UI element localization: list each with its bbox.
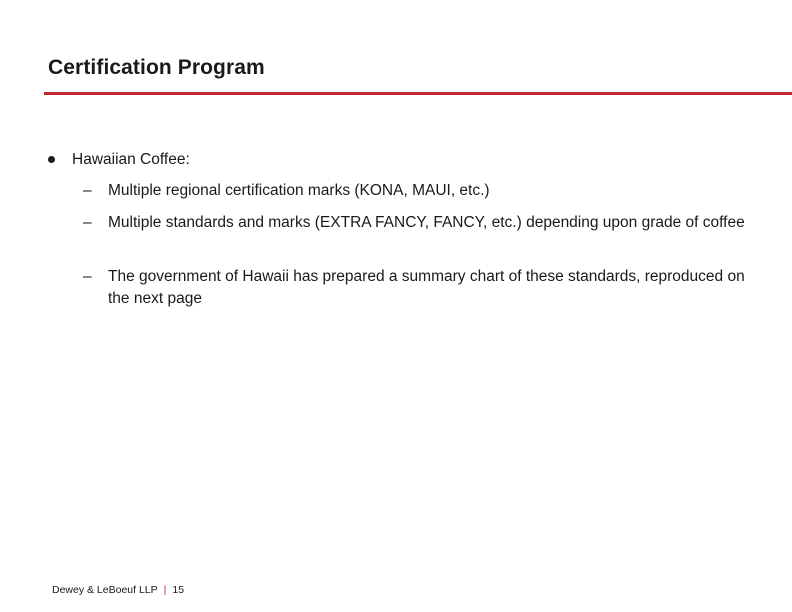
sub-item-text: Multiple regional certification marks (KONA, MAUI, etc.): [108, 182, 490, 199]
footer-firm-name: Dewey & LeBoeuf LLP: [52, 584, 158, 596]
title-rule: [44, 92, 792, 95]
footer-separator: |: [163, 584, 167, 596]
slide-title: Certification Program: [48, 56, 265, 79]
bullet-dot-icon: [48, 156, 55, 163]
sub-item-text: Multiple standards and marks (EXTRA FANCY, FANCY, etc.) depending upon grade of coffee: [108, 214, 745, 231]
footer: [52, 584, 184, 596]
dash-icon: –: [83, 182, 92, 199]
sub-item-text: The government of Hawaii has prepared a summary chart of these standards, reproduced on the next page: [108, 268, 745, 307]
footer-page-number: 15: [172, 584, 185, 596]
bullet-text: Hawaiian Coffee:: [72, 151, 190, 168]
dash-icon: –: [83, 214, 92, 231]
dash-icon: –: [83, 268, 92, 285]
